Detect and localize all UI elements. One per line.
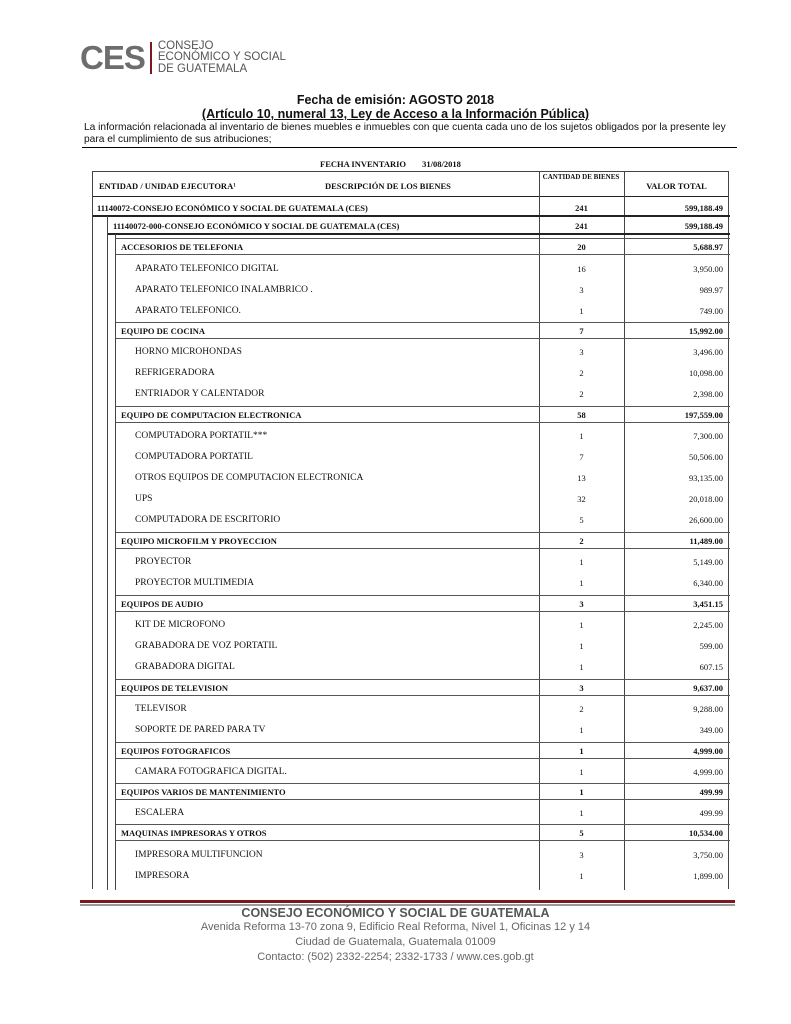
row-description: MAQUINAS IMPRESORAS Y OTROS [121,828,267,838]
row-value: 197,559.00 [684,410,723,420]
row-quantity: 1 [579,725,584,735]
inventory-date-value: 31/08/2018 [422,159,461,169]
row-description: REFRIGERADORA [135,368,215,378]
logo-line-3: DE GUATEMALA [157,62,248,75]
row-separator [115,254,730,255]
row-separator [115,742,730,743]
row-value: 2,398.00 [693,389,723,399]
footer-address: Avenida Reforma 13-70 zona 9, Edificio Real Reforma, Nivel 1, Oficinas 12 y 14 [200,921,591,933]
col-header-entidad: ENTIDAD / UNIDAD EJECUTORA¹ [99,181,236,191]
row-description: COMPUTADORA PORTATIL*** [135,431,268,441]
row-quantity: 1 [579,557,584,567]
row-description: TELEVISOR [135,704,187,714]
category-row [93,536,728,548]
row-description: UPS [135,494,153,504]
row-separator [115,824,730,825]
row-value: 26,600.00 [689,515,723,525]
row-description: APARATO TELEFONICO INALAMBRICO . [135,285,313,295]
row-quantity: 2 [579,368,584,378]
category-row [93,787,728,799]
table-row [93,264,728,276]
row-quantity: 2 [579,536,584,546]
row-quantity: 7 [579,452,584,462]
category-row [93,599,728,611]
row-quantity: 3 [579,850,584,860]
row-value: 989.97 [699,285,723,295]
row-value: 15,992.00 [689,326,723,336]
row-value: 5,688.97 [693,242,723,252]
row-description: 11140072-CONSEJO ECONÓMICO Y SOCIAL DE GUATEMALA (CES) [97,203,368,213]
row-value: 599.00 [699,641,723,651]
row-description: OTROS EQUIPOS DE COMPUTACION ELECTRONICA [135,473,364,483]
row-quantity: 58 [577,410,586,420]
table-row [93,306,728,318]
inventory-date [320,159,461,169]
row-quantity: 241 [575,203,588,213]
row-quantity: 5 [579,828,584,838]
row-description: APARATO TELEFONICO DIGITAL [135,264,279,274]
row-quantity: 1 [579,767,584,777]
row-quantity: 1 [579,306,584,316]
category-row [93,242,728,254]
legal-reference: (Artículo 10, numeral 13, Ley de Acceso a la Información Pública) [201,107,590,121]
row-separator [115,238,730,239]
row-quantity: 3 [579,347,584,357]
row-value: 4,999.00 [693,767,723,777]
table-row [93,557,728,569]
inventory-date-label: FECHA INVENTARIO [320,159,407,169]
row-separator [107,233,730,235]
row-separator [115,611,730,612]
table-row [93,347,728,359]
footer-city: Ciudad de Guatemala, Guatemala 01009 [295,936,496,948]
inner-border [107,216,108,890]
row-value: 6,340.00 [693,578,723,588]
row-value: 20,018.00 [689,494,723,504]
col-header-valor-total: VALOR TOTAL [646,181,707,191]
row-separator [115,758,730,759]
row-description: COMPUTADORA PORTATIL [135,452,253,462]
row-quantity: 241 [575,221,588,231]
row-separator [115,548,730,549]
row-separator [115,422,730,423]
row-value: 10,098.00 [689,368,723,378]
row-description: EQUIPOS FOTOGRAFICOS [121,746,231,756]
category-row [93,683,728,695]
row-description: COMPUTADORA DE ESCRITORIO [135,515,281,525]
row-description: HORNO MICROHONDAS [135,347,242,357]
row-quantity: 1 [579,808,584,818]
row-value: 50,506.00 [689,452,723,462]
footer-org-name: CONSEJO ECONÓMICO Y SOCIAL DE GUATEMALA [241,906,550,920]
row-value: 11,489.00 [689,536,723,546]
row-value: 3,750.00 [693,850,723,860]
row-description: GRABADORA DIGITAL [135,662,235,672]
table-row [93,515,728,527]
row-description: EQUIPOS DE AUDIO [121,599,204,609]
row-value: 4,999.00 [693,746,723,756]
table-row [93,494,728,506]
row-separator [115,532,730,533]
row-description: 11140072-000-CONSEJO ECONÓMICO Y SOCIAL DE GUATEMALA (CES) [113,221,400,231]
row-separator [115,338,730,339]
inventory-table [92,171,729,889]
row-quantity: 1 [579,620,584,630]
row-quantity: 16 [577,264,586,274]
table-row [93,871,728,883]
row-value: 93,135.00 [689,473,723,483]
row-separator [115,406,730,407]
entity-row [93,221,728,233]
row-value: 599,188.49 [684,221,723,231]
row-description: PROYECTOR [135,557,192,567]
table-row [93,641,728,653]
issue-date: Fecha de emisión: AGOSTO 2018 [296,93,495,107]
table-row [93,473,728,485]
row-description: APARATO TELEFONICO. [135,306,241,316]
row-value: 10,534.00 [689,828,723,838]
row-quantity: 3 [579,599,584,609]
row-value: 5,149.00 [693,557,723,567]
row-quantity: 2 [579,389,584,399]
row-description: SOPORTE DE PARED PARA TV [135,725,266,735]
row-description: KIT DE MICROFONO [135,620,226,630]
row-quantity: 1 [579,641,584,651]
row-value: 2,245.00 [693,620,723,630]
entity-row [93,203,728,215]
row-description: EQUIPO DE COMPUTACION ELECTRONICA [121,410,302,420]
logo-line-1: CONSEJO [157,39,214,52]
row-value: 7,300.00 [693,431,723,441]
header-divider [82,147,737,148]
table-row [93,285,728,297]
row-quantity: 7 [579,326,584,336]
row-description: IMPRESORA [135,871,190,881]
row-description: EQUIPO MICROFILM Y PROYECCION [121,536,277,546]
table-row [93,725,728,737]
col-header-cantidad: CANTIDAD DE BIENES [542,173,620,181]
table-header [93,172,728,197]
table-row [93,662,728,674]
row-description: GRABADORA DE VOZ PORTATIL [135,641,278,651]
row-description: EQUIPO DE COCINA [121,326,206,336]
table-row [93,452,728,464]
row-description: EQUIPOS DE TELEVISION [121,683,229,693]
row-quantity: 3 [579,285,584,295]
row-separator [115,322,730,323]
row-separator [115,783,730,784]
row-separator [115,679,730,680]
row-separator [115,695,730,696]
row-description: ENTRIADOR Y CALENTADOR [135,389,265,399]
row-quantity: 2 [579,704,584,714]
row-quantity: 20 [577,242,586,252]
row-description: ESCALERA [135,808,185,818]
logo-line-2: ECONÓMICO Y SOCIAL [157,51,286,64]
row-description: CAMARA FOTOGRAFICA DIGITAL. [135,767,287,777]
row-value: 349.00 [699,725,723,735]
row-value: 749.00 [699,306,723,316]
row-value: 599,188.49 [684,203,723,213]
row-description: ACCESORIOS DE TELEFONIA [121,242,244,252]
row-value: 3,950.00 [693,264,723,274]
row-quantity: 1 [579,662,584,672]
row-quantity: 1 [579,787,584,797]
row-quantity: 1 [579,746,584,756]
table-row [93,620,728,632]
row-description: PROYECTOR MULTIMEDIA [135,578,255,588]
row-value: 607.15 [699,662,723,672]
row-description: IMPRESORA MULTIFUNCION [135,850,263,860]
row-separator [115,799,730,800]
row-separator [115,595,730,596]
category-row [93,410,728,422]
logo-text [158,41,286,76]
row-description: EQUIPOS VARIOS DE MANTENIMIENTO [121,787,286,797]
table-row [93,431,728,443]
row-value: 3,496.00 [693,347,723,357]
col-header-descripcion: DESCRIPCIÓN DE LOS BIENES [325,181,451,191]
row-value: 3,451.15 [693,599,723,609]
logo-divider [150,42,152,74]
table-row [93,389,728,401]
row-separator [115,840,730,841]
row-quantity: 1 [579,578,584,588]
row-quantity: 1 [579,431,584,441]
table-row [93,704,728,716]
category-row [93,326,728,338]
row-quantity: 3 [579,683,584,693]
row-value: 499.99 [699,787,723,797]
row-value: 499.99 [699,808,723,818]
row-quantity: 1 [579,871,584,881]
ces-logo [80,40,286,76]
row-value: 9,637.00 [693,683,723,693]
table-row [93,808,728,820]
row-value: 9,288.00 [693,704,723,714]
row-quantity: 32 [577,494,586,504]
intro-paragraph: La información relacionada al inventario de bienes muebles e inmuebles con que cuenta cada uno de los sujetos obligados por la presente ley para el cumplimiento de sus atribuciones; [84,122,726,145]
table-row [93,850,728,862]
table-row [93,767,728,779]
category-row [93,746,728,758]
row-quantity: 5 [579,515,584,525]
row-quantity: 13 [577,473,586,483]
inner-border [115,234,116,890]
row-value: 1,899.00 [693,871,723,881]
footer-contact: Contacto: (502) 2332-2254; 2332-1733 / www.ces.gob.gt [257,951,534,963]
category-row [93,828,728,840]
table-row [93,368,728,380]
table-row [93,578,728,590]
footer-rule-red [80,900,735,903]
logo-mark: CES [80,39,145,76]
row-separator [93,215,730,217]
